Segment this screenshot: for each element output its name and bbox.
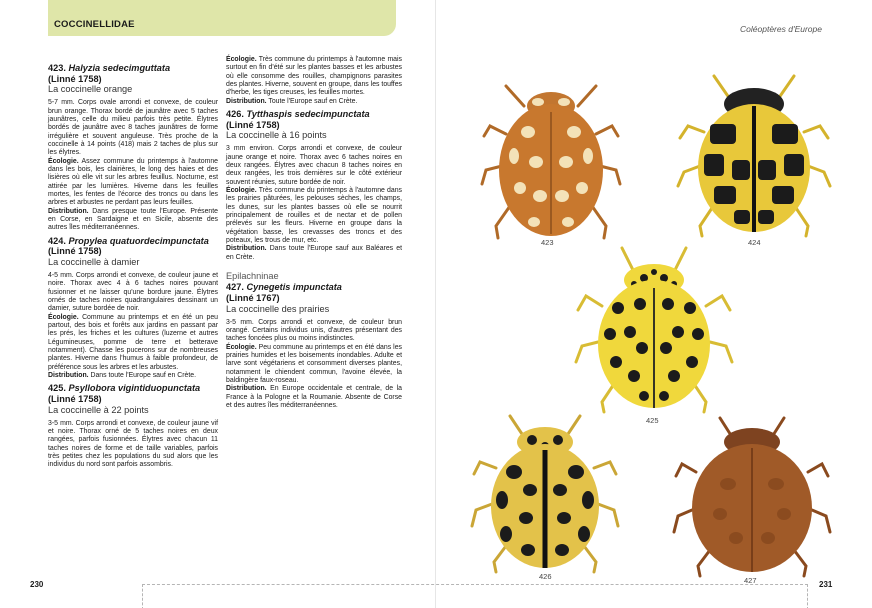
entry-author: (Linné 1758) (48, 73, 102, 84)
entry-title (48, 236, 218, 247)
selection-outline (142, 584, 808, 608)
ecology (48, 158, 218, 208)
figure-label-424: 424 (748, 238, 761, 247)
entry-author: (Linné 1767) (226, 293, 280, 303)
distribution (48, 208, 218, 233)
entry-author: (Linné 1758) (48, 393, 102, 404)
common-name: La coccinelle à 22 points (48, 404, 149, 415)
ecology-label: Écologie. (226, 343, 257, 351)
distribution-label: Distribution. (226, 385, 267, 393)
ecology-label: Écologie. (48, 313, 79, 321)
ecology (48, 314, 218, 372)
text-column-1 (48, 60, 218, 470)
page-number-right: 231 (819, 580, 833, 589)
ladybird-yellow-black-spots-icon (574, 238, 734, 418)
species-entry-425 (48, 383, 218, 469)
distribution-text: Dans toute l'Europe sauf aux Baléares et en Crète. (226, 245, 402, 261)
ecology (226, 344, 402, 386)
species-entry-427 (226, 282, 402, 410)
ladybird-brown-plain-icon (672, 410, 832, 578)
entry-number: 424. (48, 235, 66, 246)
description-text: 4-5 mm. Corps arrondi et convexe, de couleur jaune et noire. Thorax avec 4 à 6 taches noires pouvant fusionner et ne laisser qu'une bordure jaune. Élytres ornés de taches noires quadrangulaires dessinant un damier, suture bordée de noir. (48, 271, 218, 313)
ecology-label: Écologie. (48, 157, 79, 165)
ecology-text: Assez commune du printemps à l'automne dans les bois, les clairières, le long des haies et des lisières où elle vit sur les arbres feuillus. Nocturne, est attirée par les lumières. Hiverne dans les feuilles mortes, les fentes de l'écorce des troncs ou dans les arbres et arbustes ne perdant pas leurs feuilles. (48, 157, 218, 207)
continued-ecology (226, 56, 402, 98)
distribution-text: En Europe occidentale et centrale, de la France à la Pologne et la Roumanie. Absente de Corse et des autres îles méditerranéennes. (226, 385, 402, 410)
common-name: La coccinelle orange (48, 84, 133, 95)
ecology-text: Très commune du printemps à l'automne mais surtout en fin d'été sur les plantes basses et les arbustes où elle consomme des rouilles, champignons parasites des plantes. Hiverne, souvent en groupe, dans les touffes d'herbe, les tiges creuses, les feuilles mortes. (226, 56, 402, 97)
ecology-label: Écologie. (226, 186, 257, 194)
species-name: Cynegetis impunctata (246, 282, 342, 293)
description-text: 5-7 mm. Corps ovale arrondi et convexe, de couleur brun orange. Thorax bordé de jaunâtre avec 5 taches jaunâtres, celle du milieu parfois très petite. Élytres bordés de jaunâtre avec 8 taches jaunâtres de forme irrégulière et souvent anguleuse. Très proche de la coccinelle à 14 points (418) mais 2 taches de plus sur les élytres. (48, 99, 218, 157)
distribution-label: Distribution. (226, 245, 267, 253)
continued-distribution (226, 98, 402, 106)
ecology-text: Très commune du printemps à l'automne dans les prairies pâturées, les pelouses sèches, les champs, les dunes, sur les plantes basses où elle se nourrit principalement de rouilles et de nectar et de pollen prélevés sur les fleurs. Hiverne en groupe dans la végétation basse, les crevasses des troncs et des poteaux, les trous de mur, etc. (226, 186, 403, 245)
ecology-text: Commune au printemps et en été un peu partout, des bois et forêts aux jardins en passant par les prés, les friches et les cultures (luzerne et autres Légumineuses, pomme de terre et betterave notamment). Chasse les pucerons sur de nombreuses plantes. Hiverne dans l'humus à faible profondeur, de préférence sous les arbres et les arbustes. (48, 313, 218, 371)
description-text: 3-5 mm. Corps arrondi et convexe, de couleur jaune vif et noire. Thorax orné de 5 taches noires en deux rangées, parfois fusionnées. Élytres avec chacun 11 taches noires de forme et de taille variables, parfois très petites chez les populations du sud alors que les individus du nord sont parfois assombris. (48, 419, 218, 469)
entry-author: (Linné 1758) (226, 119, 280, 130)
distribution-text: Dans toute l'Europe sauf en Crète. (90, 372, 197, 379)
entry-title (226, 282, 402, 293)
ladybird-orange-cream-spots-icon (476, 66, 626, 246)
distribution-text: Dans presque toute l'Europe. Présente en Corse, en Sardaigne et en Sicile, absente des autres îles méditerranéennes. (48, 207, 219, 232)
subfamily-heading: Epilachninae (226, 271, 279, 282)
running-head: Coléoptères d'Europe (740, 24, 822, 34)
section-tab (48, 0, 396, 36)
common-name: La coccinelle à 16 points (226, 130, 327, 141)
description-text: 3-5 mm. Corps arrondi et convexe, de couleur brun orangé. Certains individus unis, d'autres présentant des taches foncées plus ou moins indistinctes. (226, 318, 402, 343)
page-number-left: 230 (30, 580, 44, 589)
entry-number: 426. (226, 109, 244, 120)
figure-label-426: 426 (539, 572, 552, 581)
figure-label-427: 427 (744, 576, 757, 585)
species-name: Tytthaspis sedecimpunctata (246, 109, 370, 120)
common-name: La coccinelle à damier (48, 256, 140, 267)
entry-author: (Linné 1758) (48, 246, 102, 257)
ecology-label: Écologie. (226, 56, 257, 63)
ladybird-yellow-black-checker-icon (674, 62, 834, 242)
distribution (48, 372, 218, 380)
ecology (226, 187, 402, 245)
species-entry-424 (48, 236, 218, 381)
description (48, 420, 218, 470)
entry-title (48, 383, 218, 394)
description-text: 3 mm environ. Corps arrondi et convexe, de couleur jaune orange et noire. Thorax avec 6 taches noires en deux rangées. Élytres avec chacun 8 taches noires en deux rangées, les trois dernières sur le côté extérieur souvent réunies, suture bordée de noir. (226, 145, 402, 186)
species-name: Propylea quatuordecimpunctata (68, 235, 209, 246)
figure-label-423: 423 (541, 238, 554, 247)
distribution-label: Distribution. (48, 207, 89, 215)
right-page (436, 0, 872, 608)
distribution-label: Distribution. (226, 97, 267, 105)
description (48, 99, 218, 157)
description (226, 145, 402, 187)
species-entry-426 (226, 109, 402, 262)
text-column-2 (226, 56, 402, 410)
distribution (226, 385, 402, 410)
entry-number: 425. (48, 383, 66, 394)
entry-number: 427. (226, 282, 244, 293)
section-tab-label: COCCINELLIDAE (54, 19, 135, 30)
species-name: Halyzia sedecimguttata (68, 63, 171, 73)
entry-number: 423. (48, 63, 66, 73)
distribution-text: Toute l'Europe sauf en Crète. (268, 97, 358, 105)
figure-label-425: 425 (646, 416, 659, 425)
entry-title (48, 63, 218, 74)
entry-title (226, 109, 402, 120)
description (48, 272, 218, 314)
ladybird-yellow-black-16-spots-icon (470, 406, 620, 576)
distribution-label: Distribution. (48, 372, 89, 379)
description (226, 319, 402, 344)
species-entry-423 (48, 63, 218, 233)
common-name: La coccinelle des prairies (226, 303, 330, 314)
ecology-text: Peu commune au printemps et en été dans les prairies humides et les boisements inondables. Adulte et larve sont végétariens et consomment diverses plantes, notamment le chiendent commun, l'avoine élevée, la baldingère faux-roseau. (226, 343, 402, 384)
species-name: Psyllobora vigintiduopunctata (68, 383, 201, 394)
distribution (226, 245, 402, 262)
